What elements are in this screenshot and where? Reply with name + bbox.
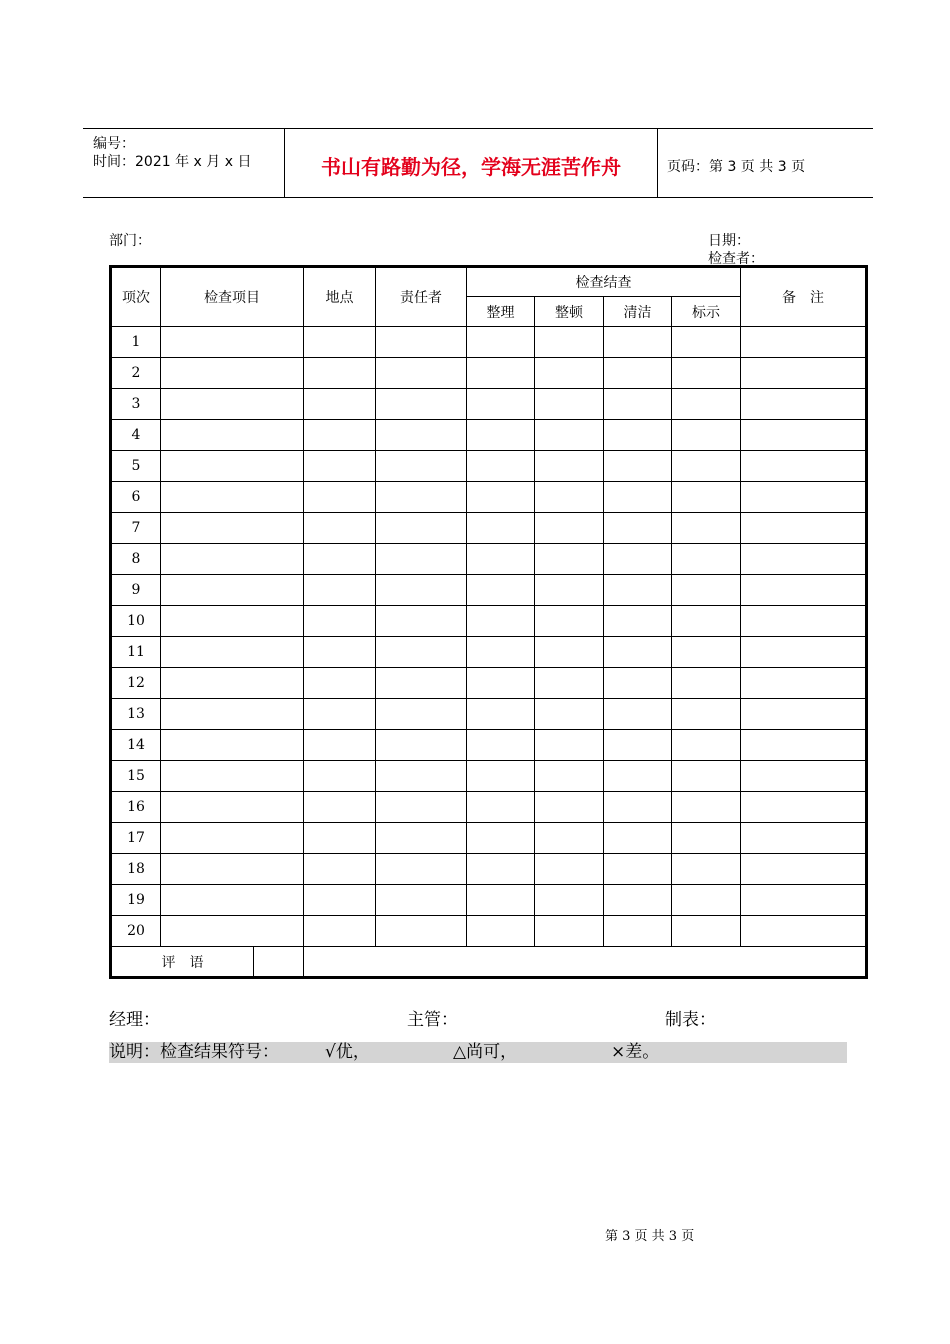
row-cell[interactable] — [161, 513, 304, 544]
header-info-cell — [83, 129, 285, 197]
row-cell[interactable] — [604, 327, 672, 358]
row-cell[interactable] — [741, 730, 867, 761]
row-cell[interactable] — [741, 606, 867, 637]
row-cell[interactable] — [304, 575, 376, 606]
supervisor-signature: 主管： — [407, 1010, 458, 1030]
row-cell[interactable] — [467, 916, 535, 947]
row-number: 2 — [111, 358, 161, 389]
note-good: √优， — [325, 1042, 370, 1062]
row-cell[interactable] — [304, 637, 376, 668]
header-clean: 清洁 — [604, 297, 672, 327]
time-label: 时间：2021 年 x 月 x 日 — [93, 154, 252, 170]
row-cell[interactable] — [604, 885, 672, 916]
prepared-by-signature: 制表： — [665, 1010, 716, 1030]
table-row — [111, 823, 867, 854]
row-number: 17 — [111, 823, 161, 854]
document-header — [83, 128, 873, 198]
row-cell[interactable] — [604, 699, 672, 730]
table-body — [111, 327, 867, 947]
header-item-no: 项次 — [111, 267, 161, 327]
table-row — [111, 606, 867, 637]
row-cell[interactable] — [376, 389, 467, 420]
row-cell[interactable] — [467, 854, 535, 885]
row-cell[interactable] — [535, 916, 604, 947]
table-row — [111, 327, 867, 358]
row-cell[interactable] — [161, 730, 304, 761]
table-row — [111, 668, 867, 699]
inspector-field: 检查者： — [708, 251, 764, 267]
table-row — [111, 761, 867, 792]
header-responsible: 责任者 — [376, 267, 467, 327]
table-row — [111, 544, 867, 575]
row-cell[interactable] — [672, 482, 741, 513]
row-cell[interactable] — [376, 575, 467, 606]
table-row — [111, 575, 867, 606]
table-row — [111, 358, 867, 389]
row-cell[interactable] — [672, 389, 741, 420]
row-number: 11 — [111, 637, 161, 668]
row-cell[interactable] — [535, 451, 604, 482]
row-cell[interactable] — [604, 823, 672, 854]
row-cell[interactable] — [672, 916, 741, 947]
header-order: 整顿 — [535, 297, 604, 327]
table-row — [111, 885, 867, 916]
row-cell[interactable] — [161, 358, 304, 389]
row-cell[interactable] — [741, 513, 867, 544]
row-cell[interactable] — [304, 761, 376, 792]
row-number: 12 — [111, 668, 161, 699]
result-symbol-note — [109, 1042, 847, 1063]
row-cell[interactable] — [376, 451, 467, 482]
row-cell[interactable] — [604, 637, 672, 668]
header-location: 地点 — [304, 267, 376, 327]
row-cell[interactable] — [304, 668, 376, 699]
row-cell[interactable] — [161, 389, 304, 420]
row-cell[interactable] — [161, 482, 304, 513]
row-number: 13 — [111, 699, 161, 730]
table-row — [111, 420, 867, 451]
row-cell[interactable] — [604, 730, 672, 761]
row-cell[interactable] — [535, 792, 604, 823]
row-cell[interactable] — [161, 668, 304, 699]
row-cell[interactable] — [376, 544, 467, 575]
table-row — [111, 513, 867, 544]
note-poor: ×差。 — [611, 1042, 660, 1062]
comment-label: 评 语 — [112, 947, 254, 976]
row-number: 14 — [111, 730, 161, 761]
row-cell[interactable] — [376, 668, 467, 699]
row-cell[interactable] — [672, 699, 741, 730]
row-cell[interactable] — [741, 668, 867, 699]
table-header-row — [111, 267, 867, 297]
row-cell[interactable] — [161, 792, 304, 823]
row-cell[interactable] — [741, 544, 867, 575]
row-number: 4 — [111, 420, 161, 451]
row-cell[interactable] — [304, 358, 376, 389]
row-cell[interactable] — [604, 482, 672, 513]
department-field: 部门： — [109, 233, 151, 249]
header-motto-cell — [285, 129, 658, 197]
table-row — [111, 451, 867, 482]
row-cell[interactable] — [304, 513, 376, 544]
row-cell[interactable] — [467, 668, 535, 699]
row-cell[interactable] — [535, 482, 604, 513]
row-cell[interactable] — [304, 823, 376, 854]
table-row — [111, 916, 867, 947]
row-cell[interactable] — [304, 699, 376, 730]
row-number: 20 — [111, 916, 161, 947]
row-cell[interactable] — [741, 761, 867, 792]
row-cell[interactable] — [161, 761, 304, 792]
row-cell[interactable] — [672, 327, 741, 358]
row-cell[interactable] — [304, 482, 376, 513]
row-cell[interactable] — [161, 575, 304, 606]
page-label: 页码：第 3 页 共 3 页 — [667, 159, 806, 175]
row-cell[interactable] — [741, 575, 867, 606]
row-cell[interactable] — [535, 761, 604, 792]
row-cell[interactable] — [604, 451, 672, 482]
row-cell[interactable] — [741, 451, 867, 482]
row-cell[interactable] — [467, 606, 535, 637]
row-cell[interactable] — [376, 637, 467, 668]
row-cell[interactable] — [672, 668, 741, 699]
row-cell[interactable] — [672, 420, 741, 451]
row-number: 6 — [111, 482, 161, 513]
row-cell[interactable] — [604, 544, 672, 575]
row-cell[interactable] — [535, 854, 604, 885]
row-number: 18 — [111, 854, 161, 885]
row-cell[interactable] — [535, 730, 604, 761]
row-cell[interactable] — [467, 389, 535, 420]
row-cell[interactable] — [672, 606, 741, 637]
row-cell[interactable] — [467, 327, 535, 358]
row-cell[interactable] — [467, 482, 535, 513]
row-cell[interactable] — [604, 575, 672, 606]
inspection-table — [109, 265, 868, 979]
row-cell[interactable] — [161, 420, 304, 451]
row-cell[interactable] — [535, 544, 604, 575]
row-cell[interactable] — [376, 885, 467, 916]
row-cell[interactable] — [672, 575, 741, 606]
row-cell[interactable] — [535, 699, 604, 730]
row-cell[interactable] — [741, 699, 867, 730]
row-cell[interactable] — [672, 358, 741, 389]
row-cell[interactable] — [304, 420, 376, 451]
header-check-item: 检查项目 — [161, 267, 304, 327]
header-mark: 标示 — [672, 297, 741, 327]
row-cell[interactable] — [304, 606, 376, 637]
row-cell[interactable] — [672, 451, 741, 482]
row-cell[interactable] — [467, 792, 535, 823]
row-cell[interactable] — [376, 358, 467, 389]
table-row — [111, 637, 867, 668]
row-cell[interactable] — [467, 513, 535, 544]
row-cell[interactable] — [161, 327, 304, 358]
row-number: 3 — [111, 389, 161, 420]
row-cell[interactable] — [741, 482, 867, 513]
row-cell[interactable] — [672, 823, 741, 854]
manager-signature: 经理： — [109, 1010, 160, 1030]
row-cell[interactable] — [304, 885, 376, 916]
row-cell[interactable] — [304, 327, 376, 358]
header-sort: 整理 — [467, 297, 535, 327]
row-cell[interactable] — [467, 730, 535, 761]
row-cell[interactable] — [376, 854, 467, 885]
row-cell[interactable] — [672, 854, 741, 885]
row-cell[interactable] — [467, 575, 535, 606]
row-number: 19 — [111, 885, 161, 916]
row-cell[interactable] — [604, 916, 672, 947]
row-cell[interactable] — [535, 327, 604, 358]
row-cell[interactable] — [604, 792, 672, 823]
row-cell[interactable] — [672, 513, 741, 544]
note-prefix: 说明：检查结果符号： — [109, 1042, 279, 1062]
motto: 书山有路勤为径，学海无涯苦作舟 — [321, 155, 621, 179]
header-result-group: 检查结查 — [467, 267, 741, 297]
row-number: 15 — [111, 761, 161, 792]
row-cell[interactable] — [161, 823, 304, 854]
row-cell[interactable] — [741, 358, 867, 389]
table-row — [111, 699, 867, 730]
row-cell[interactable] — [376, 792, 467, 823]
row-cell[interactable] — [304, 544, 376, 575]
row-cell[interactable] — [376, 730, 467, 761]
row-cell[interactable] — [604, 513, 672, 544]
row-cell[interactable] — [467, 761, 535, 792]
row-cell[interactable] — [161, 451, 304, 482]
row-cell[interactable] — [161, 544, 304, 575]
row-cell[interactable] — [672, 885, 741, 916]
row-cell[interactable] — [741, 327, 867, 358]
row-cell[interactable] — [741, 885, 867, 916]
row-cell[interactable] — [304, 792, 376, 823]
row-cell[interactable] — [376, 699, 467, 730]
row-cell[interactable] — [672, 792, 741, 823]
comment-input[interactable] — [304, 947, 867, 978]
row-cell[interactable] — [535, 823, 604, 854]
row-cell[interactable] — [672, 637, 741, 668]
row-cell[interactable] — [304, 916, 376, 947]
row-cell[interactable] — [467, 699, 535, 730]
row-cell[interactable] — [161, 637, 304, 668]
row-cell[interactable] — [376, 482, 467, 513]
row-cell[interactable] — [535, 358, 604, 389]
row-cell[interactable] — [467, 885, 535, 916]
row-cell[interactable] — [467, 637, 535, 668]
row-cell[interactable] — [741, 637, 867, 668]
row-cell[interactable] — [604, 854, 672, 885]
row-cell[interactable] — [376, 823, 467, 854]
row-cell[interactable] — [304, 854, 376, 885]
row-cell[interactable] — [741, 420, 867, 451]
row-cell[interactable] — [604, 606, 672, 637]
row-cell[interactable] — [535, 575, 604, 606]
table-row — [111, 482, 867, 513]
row-cell[interactable] — [672, 544, 741, 575]
row-cell[interactable] — [741, 854, 867, 885]
row-cell[interactable] — [376, 916, 467, 947]
row-cell[interactable] — [604, 761, 672, 792]
comment-row — [111, 947, 867, 978]
comment-cell — [111, 947, 304, 978]
row-cell[interactable] — [467, 544, 535, 575]
row-cell[interactable] — [604, 420, 672, 451]
note-fair: △尚可， — [453, 1042, 518, 1062]
row-cell[interactable] — [161, 916, 304, 947]
row-cell[interactable] — [741, 823, 867, 854]
row-cell[interactable] — [535, 637, 604, 668]
row-cell[interactable] — [467, 823, 535, 854]
row-cell[interactable] — [535, 668, 604, 699]
row-cell[interactable] — [467, 420, 535, 451]
row-number: 10 — [111, 606, 161, 637]
table-row — [111, 730, 867, 761]
row-cell[interactable] — [376, 327, 467, 358]
header-page-cell — [658, 129, 873, 197]
row-cell[interactable] — [741, 389, 867, 420]
row-cell[interactable] — [304, 389, 376, 420]
number-label: 编号： — [93, 136, 135, 152]
row-cell[interactable] — [376, 606, 467, 637]
row-cell[interactable] — [604, 668, 672, 699]
row-cell[interactable] — [672, 761, 741, 792]
row-cell[interactable] — [376, 513, 467, 544]
row-cell[interactable] — [376, 761, 467, 792]
row-cell[interactable] — [535, 885, 604, 916]
page-footer: 第 3 页 共 3 页 — [605, 1229, 695, 1244]
row-number: 16 — [111, 792, 161, 823]
row-cell[interactable] — [535, 389, 604, 420]
row-cell[interactable] — [161, 854, 304, 885]
row-cell[interactable] — [535, 606, 604, 637]
row-cell[interactable] — [604, 358, 672, 389]
row-cell[interactable] — [161, 885, 304, 916]
header-remark: 备 注 — [741, 267, 867, 327]
row-cell[interactable] — [672, 730, 741, 761]
row-number: 8 — [111, 544, 161, 575]
row-cell[interactable] — [535, 420, 604, 451]
row-cell[interactable] — [535, 513, 604, 544]
table-row — [111, 854, 867, 885]
row-cell[interactable] — [304, 730, 376, 761]
row-cell[interactable] — [467, 451, 535, 482]
row-cell[interactable] — [741, 792, 867, 823]
row-cell[interactable] — [741, 916, 867, 947]
row-number: 9 — [111, 575, 161, 606]
row-cell[interactable] — [304, 451, 376, 482]
table-row — [111, 389, 867, 420]
row-cell[interactable] — [161, 699, 304, 730]
row-number: 7 — [111, 513, 161, 544]
table-row — [111, 792, 867, 823]
date-field: 日期： — [708, 233, 750, 249]
row-cell[interactable] — [604, 389, 672, 420]
row-number: 1 — [111, 327, 161, 358]
row-cell[interactable] — [376, 420, 467, 451]
row-cell[interactable] — [467, 358, 535, 389]
row-number: 5 — [111, 451, 161, 482]
row-cell[interactable] — [161, 606, 304, 637]
